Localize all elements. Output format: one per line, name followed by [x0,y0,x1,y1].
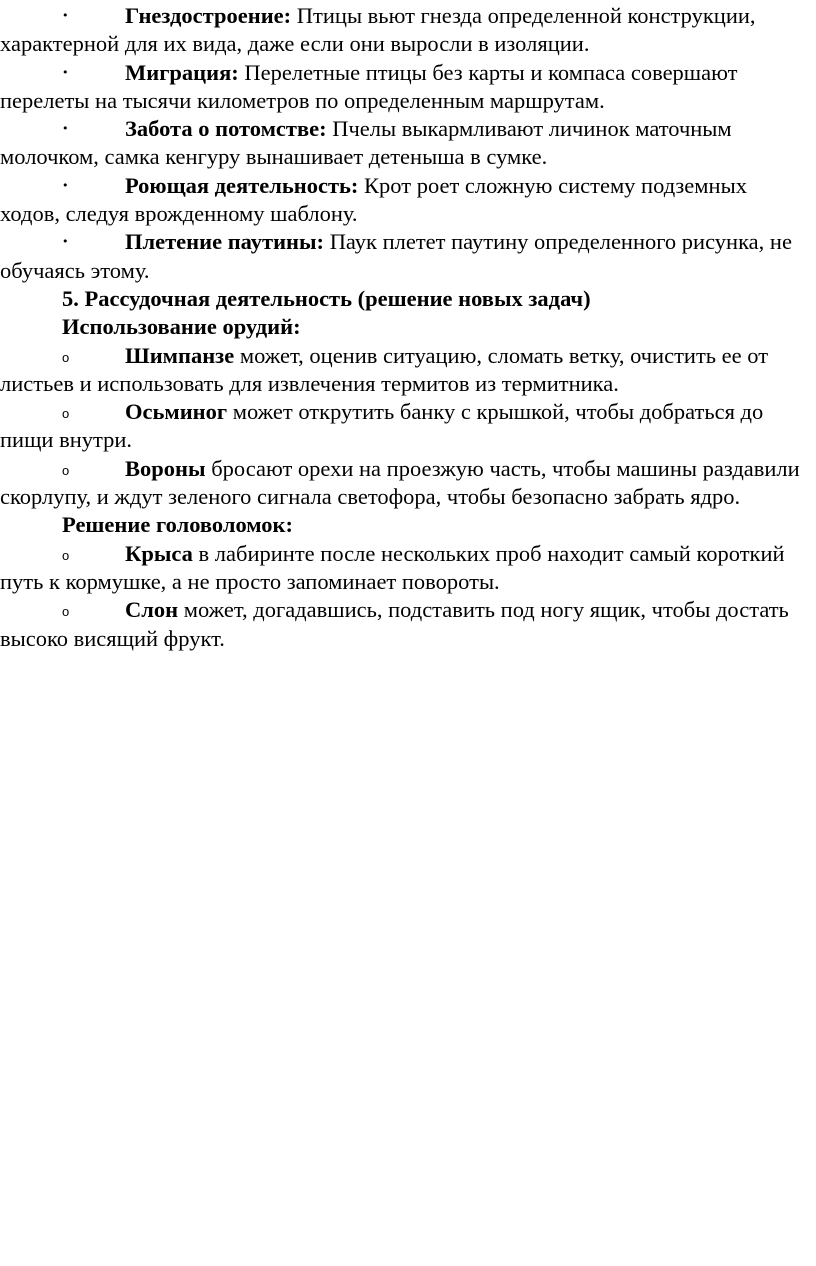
list-item [0,228,812,285]
item-text: Птицы вьют гнезда определенной конструкции, характерной для их вида, даже если они выросли в изоляции. [0,3,756,57]
list-item [0,540,812,597]
item-term: Вороны [125,455,206,481]
list-item [0,342,812,399]
list-item [0,2,812,59]
circle-marker: o [62,547,70,563]
document-page [0,2,812,653]
item-text: Пчелы выкармливают личинок маточным молочком, самка кенгуру вынашивает детеныша в сумке. [0,116,732,170]
list-item [0,596,812,653]
list-item [0,172,812,229]
item-term: Шимпанзе [125,342,235,368]
circle-marker: o [62,406,70,422]
item-text: может, оценив ситуацию, сломать ветку, очистить ее от листьев и использовать для извлечения термитов из термитника. [0,342,769,396]
item-text: Паук плетет паутину определенного рисунка, не обучаясь этому. [0,229,792,283]
item-term: Слон [125,597,179,623]
item-text: бросают орехи на проезжую часть, чтобы машины раздавили скорлупу, и ждут зеленого сигнала светофора, чтобы безопасно забрать ядро. [0,455,800,510]
list-item [0,398,812,455]
item-text: может открутить банку с крышкой, чтобы добраться до пищи внутри. [0,399,764,453]
bullet-marker: • [62,122,69,136]
item-term: Миграция: [125,59,239,85]
subheading-puzzles: Решение головоломок: [62,512,294,538]
bullet-marker: • [62,9,69,22]
list-item [0,455,812,512]
item-term: Крыса [125,540,193,566]
circle-marker: o [62,604,70,620]
item-text: Перелетные птицы без карты и компаса совершают перелеты на тысячи километров по определенным маршрутам. [0,59,738,113]
bullet-marker: • [62,178,69,192]
item-term: Забота о потомстве: [125,116,327,142]
section-heading: 5. Рассудочная деятельность (решение новых задач) [62,285,591,311]
item-term: Осьминог [125,399,228,425]
item-text: в лабиринте после нескольких проб находит самый короткий путь к кормушке, а не просто запоминает повороты. [0,540,785,594]
subheading-tools: Использование орудий: [62,314,301,340]
list-item [0,59,812,116]
circle-marker: o [62,462,70,478]
circle-marker: o [62,349,70,365]
bullet-marker: • [62,65,69,79]
item-term: Плетение паутины: [125,229,325,255]
item-term: Роющая деятельность: [125,172,359,198]
item-text: Крот роет сложную систему подземных ходов, следуя врожденному шаблону. [0,172,747,227]
item-term: Гнездостроение: [125,3,292,28]
list-item [0,115,812,172]
bullet-marker: • [62,235,69,249]
item-text: может, догадавшись, подставить под ногу ящик, чтобы достать высоко висящий фрукт. [0,597,789,651]
